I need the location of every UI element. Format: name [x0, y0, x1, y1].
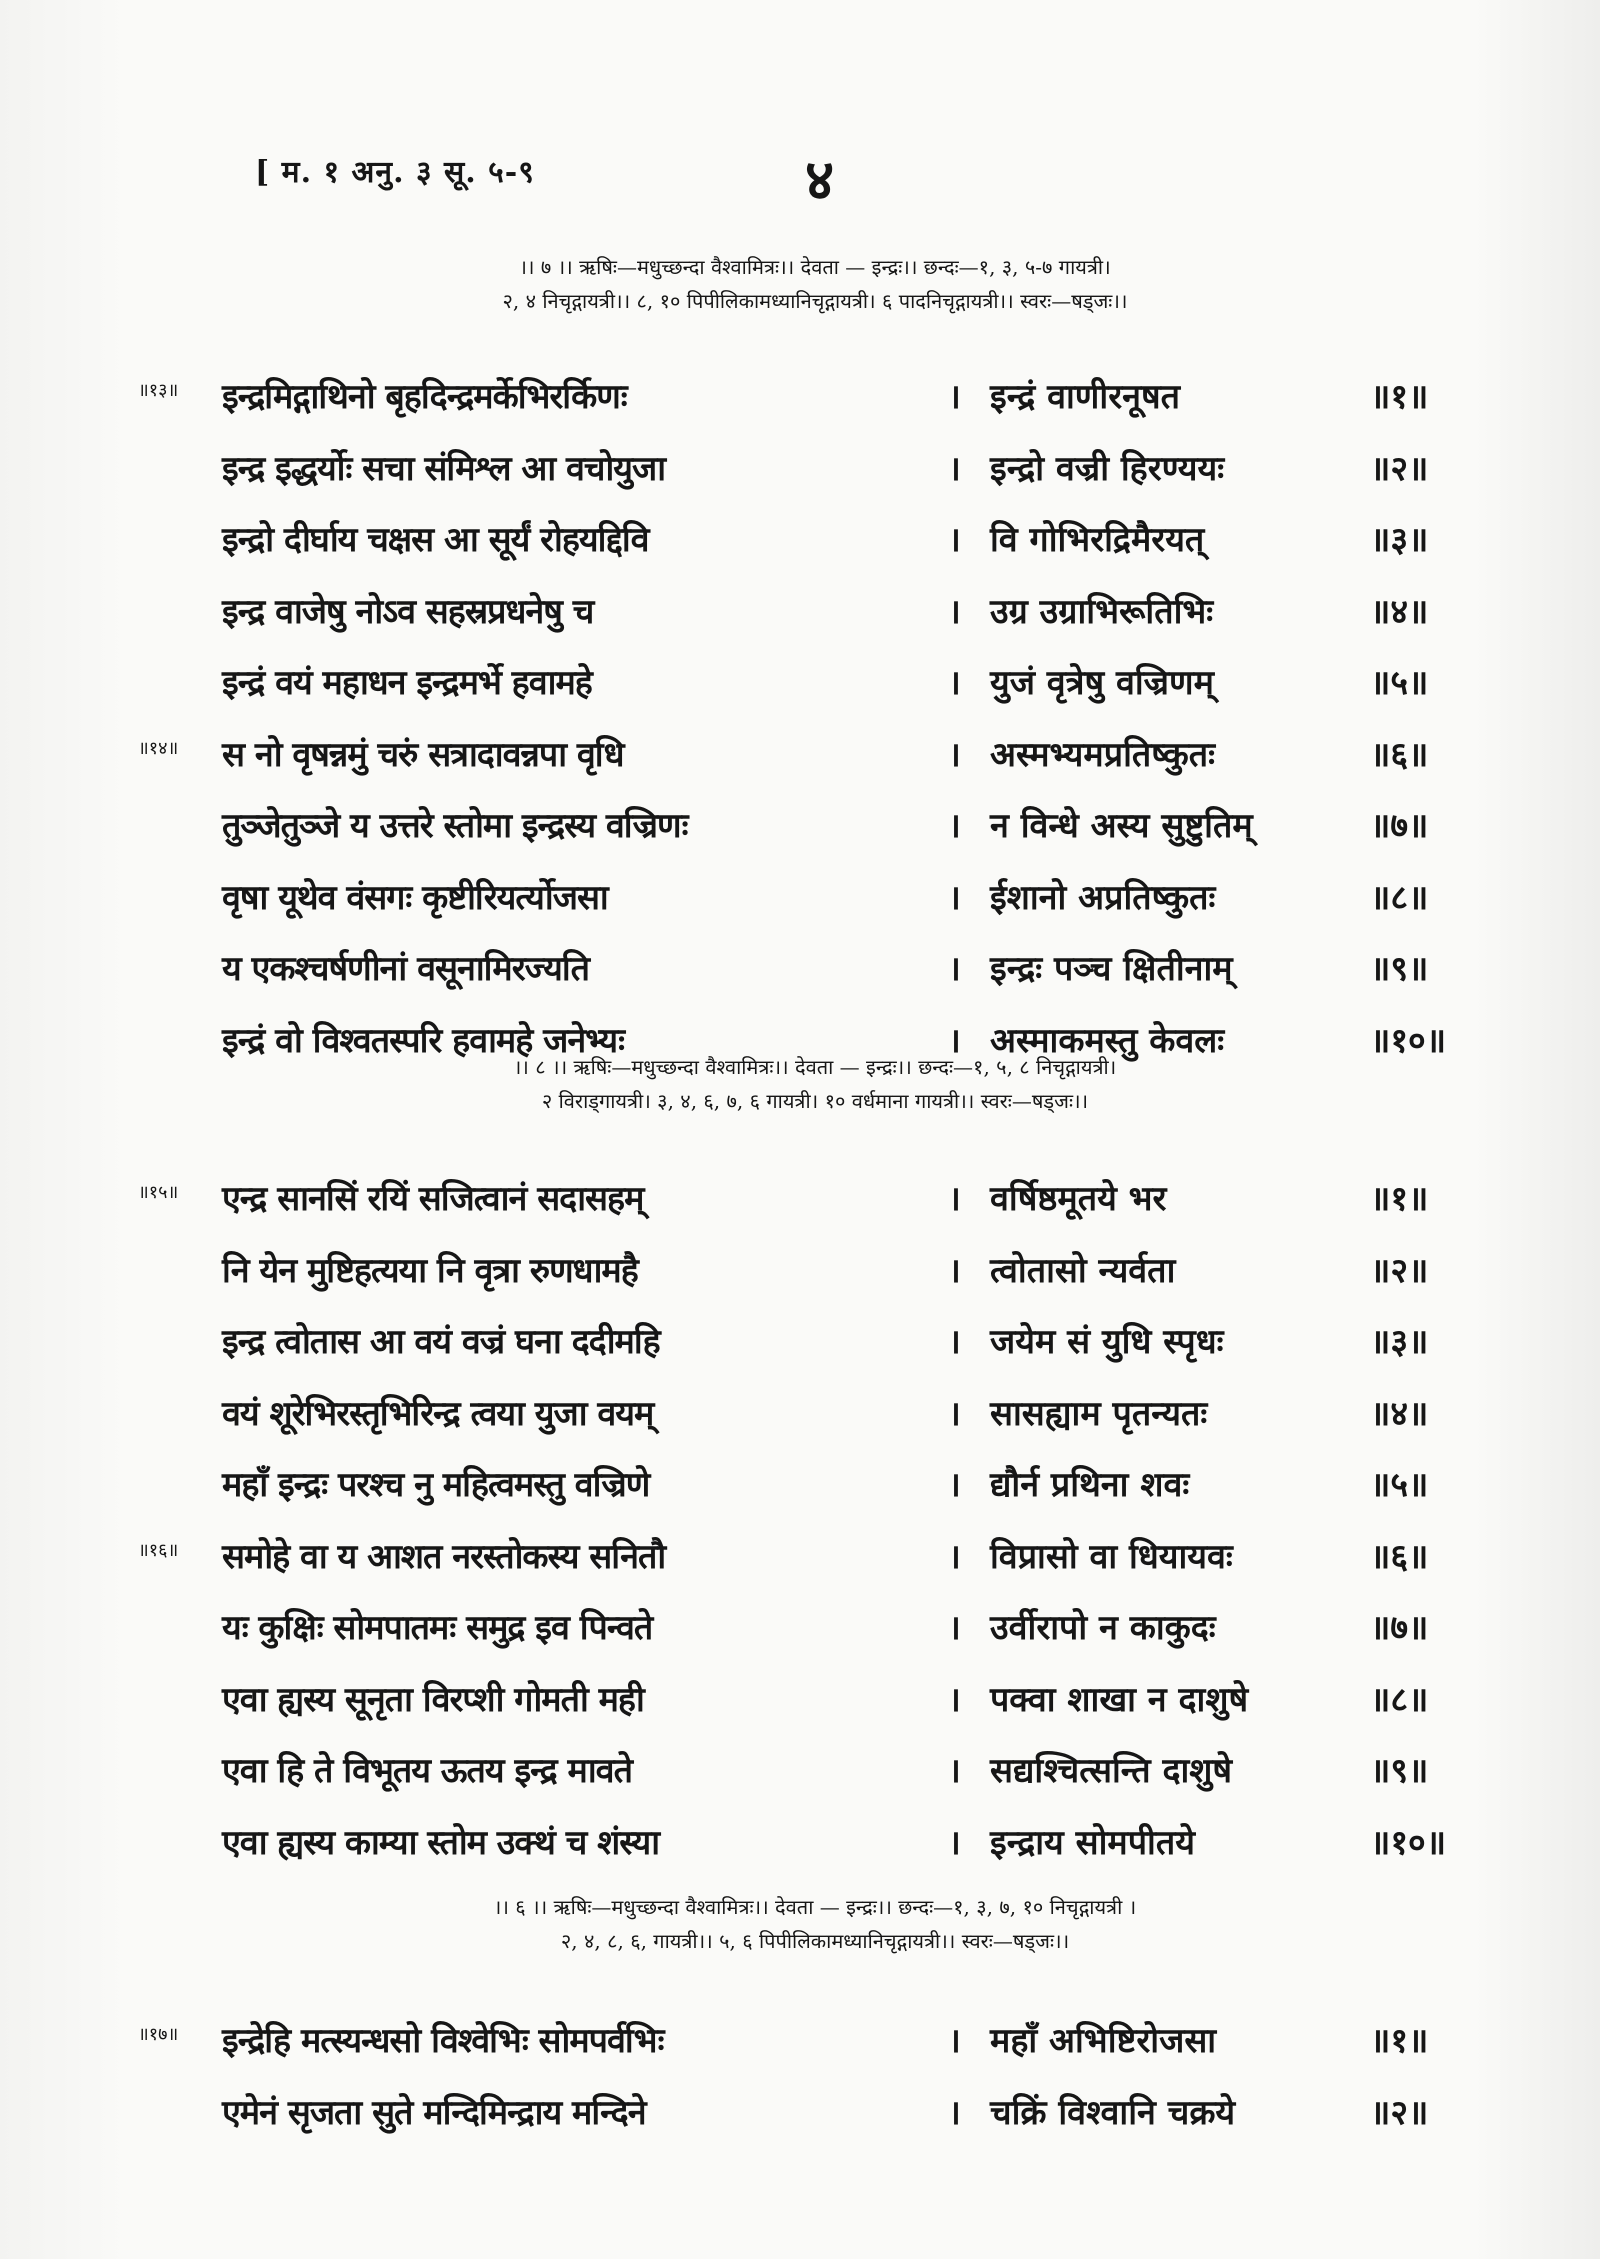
verse-second-half: इन्द्रः पञ्च क्षितीनाम्: [990, 949, 1233, 989]
verse-second-half: अस्मभ्यमप्रतिष्कुतः: [990, 734, 1215, 775]
verse-line: [0, 2084, 1600, 2142]
verse-first-half: वयं शूरेभिरस्तृभिरिन्द्र त्वया युजा वयम्: [222, 1393, 654, 1434]
verse-first-half: य एकश्चर्षणीनां वसूनामिरज्यति: [222, 949, 590, 989]
danda-separator: ।: [948, 663, 961, 703]
verse-line: [0, 1599, 1600, 1657]
verse-number: ॥५॥: [1370, 1465, 1429, 1505]
verse-line: [0, 1242, 1600, 1300]
danda-separator: ।: [948, 1608, 961, 1648]
danda-separator: ।: [948, 1322, 961, 1362]
danda-separator: ।: [948, 806, 961, 846]
verse-number: ॥८॥: [1370, 1679, 1429, 1720]
verse-number: ॥९॥: [1370, 1751, 1429, 1791]
verse-group-marker: ॥१६॥: [138, 1539, 179, 1561]
verse-line: [0, 797, 1600, 855]
verse-second-half: पक्वा शाखा न दाशुषे: [990, 1679, 1249, 1720]
verse-first-half: एन्द्र सानसिं रयिं सजित्वानं सदासहम्: [222, 1179, 644, 1219]
danda-separator: ।: [948, 1465, 961, 1505]
verse-number: ॥८॥: [1370, 877, 1429, 918]
verse-group-marker: ॥१३॥: [138, 380, 179, 401]
verse-number: ॥१॥: [1370, 1179, 1429, 1219]
verse-number: ॥७॥: [1370, 806, 1429, 846]
verse-second-half: वि गोभिरद्रिमैरयत्: [990, 520, 1205, 560]
metadata-line: ।। ८ ।। ऋषिः—मधुच्छन्दा वैश्वामित्रः।। देवता — इन्द्रः।। छन्दः—१, ५, ८ निचृद्गायत्री।: [513, 1055, 1117, 1079]
verse-number: ॥२॥: [1370, 448, 1429, 489]
verse-number: ॥५॥: [1370, 663, 1429, 703]
verse-number: ॥९॥: [1370, 949, 1429, 989]
verse-first-half: वृषा यूथेव वंसगः कृष्टीरियर्त्योजसा: [222, 877, 608, 918]
metadata-line: २, ४, ८, ६, गायत्री।। ५, ६ पिपीलिकामध्यानिचृद्गायत्री।। स्वरः—षड्जः।।: [560, 1929, 1070, 1953]
verse-line: [0, 940, 1600, 998]
verse-first-half: एवा ह्यस्य सूनृता विरप्शी गोमती मही: [222, 1679, 644, 1720]
page-number: ४: [805, 147, 835, 213]
verse-number: ॥४॥: [1370, 591, 1429, 632]
verse-line: [0, 1814, 1600, 1872]
verse-number: ॥४॥: [1370, 1393, 1429, 1434]
verse-line: [0, 1385, 1600, 1443]
sukta-metadata: [190, 250, 1440, 318]
verse-group-marker: ॥१४॥: [138, 737, 179, 759]
danda-separator: ।: [948, 1822, 961, 1863]
verse-second-half: न विन्धे अस्य सुष्टुतिम्: [990, 806, 1253, 846]
verse-number: ॥१॥: [1370, 377, 1429, 417]
verse-line: [0, 1528, 1600, 1586]
verse-line: [0, 869, 1600, 927]
verse-first-half: इन्द्रो दीर्घाय चक्षस आ सूर्यं रोहयद्दिवि: [222, 520, 649, 560]
verse-first-half: एवा हि ते विभूतय ऊतय इन्द्र मावते: [222, 1751, 632, 1791]
verse-line: [0, 1671, 1600, 1729]
metadata-line: २, ४ निचृद्गायत्री।। ८, १० पिपीलिकामध्यानिचृद्गायत्री। ६ पादनिचृद्गायत्री।। स्वरः—षड्जः।।: [502, 289, 1128, 313]
verse-second-half: इन्द्रो वज्री हिरण्ययः: [990, 448, 1225, 489]
danda-separator: ।: [948, 1393, 961, 1434]
running-head: [ म. १ अनु. ३ सू. ५-९: [255, 155, 535, 190]
verse-second-half: महाँ अभिष्टिरोजसा: [990, 2021, 1217, 2061]
metadata-line: ।। ७ ।। ऋषिः—मधुच्छन्दा वैश्वामित्रः।। देवता — इन्द्रः।। छन्दः—१, ३, ५-७ गायत्री।: [519, 255, 1111, 279]
verse-first-half: इन्द्रं वयं महाधन इन्द्रमर्भे हवामहे: [222, 663, 592, 703]
verse-first-half: इन्द्र इद्धर्योः सचा संमिश्ल आ वचोयुजा: [222, 448, 666, 489]
danda-separator: ।: [948, 1536, 961, 1577]
verse-number: ॥१॥: [1370, 2021, 1429, 2061]
verse-second-half: ईशानो अप्रतिष्कुतः: [990, 877, 1216, 918]
verse-line: [0, 440, 1600, 498]
danda-separator: ।: [948, 1679, 961, 1720]
danda-separator: ।: [948, 591, 961, 632]
verse-first-half: एमेनं सृजता सुते मन्दिमिन्द्राय मन्दिने: [222, 2092, 646, 2133]
metadata-line: ।। ६ ।। ऋषिः—मधुच्छन्दा वैश्वामित्रः।। देवता — इन्द्रः।। छन्दः—१, ३, ७, १० निचृद्गायत्री ।: [493, 1895, 1137, 1919]
danda-separator: ।: [948, 448, 961, 489]
metadata-line: २ विराड्गायत्री। ३, ४, ६, ७, ६ गायत्री। १० वर्धमाना गायत्री।। स्वरः—षड्जः।।: [541, 1089, 1089, 1113]
verse-number: ॥६॥: [1370, 734, 1429, 775]
verse-second-half: विप्रासो वा धियायवः: [990, 1536, 1233, 1577]
verse-line: [0, 654, 1600, 712]
verse-second-half: त्वोतासो न्यर्वता: [990, 1250, 1176, 1291]
verse-second-half: युजं वृत्रेषु वज्रिणम्: [990, 663, 1214, 703]
verse-second-half: उग्र उग्राभिरूतिभिः: [990, 591, 1214, 632]
verse-line: [0, 368, 1600, 426]
verse-line: [0, 583, 1600, 641]
danda-separator: ।: [948, 2092, 961, 2133]
verse-number: ॥१०॥: [1370, 1822, 1447, 1863]
verse-second-half: सद्यश्चित्सन्ति दाशुषे: [990, 1751, 1233, 1791]
verse-first-half: स नो वृषन्नमुं चरुं सत्रादावन्नपा वृधि: [222, 734, 624, 775]
verse-line: [0, 1313, 1600, 1371]
verse-second-half: सासह्याम पृतन्यतः: [990, 1393, 1208, 1434]
danda-separator: ।: [948, 1020, 961, 1061]
verse-first-half: तुञ्जेतुञ्जे य उत्तरे स्तोमा इन्द्रस्य वज्रिणः: [222, 806, 688, 846]
verse-second-half: इन्द्रं वाणीरनूषत: [990, 377, 1180, 417]
verse-number: ॥२॥: [1370, 2092, 1429, 2133]
verse-number: ॥३॥: [1370, 520, 1429, 560]
verse-line: [0, 726, 1600, 784]
verse-first-half: नि येन मुष्टिहत्यया नि वृत्रा रुणधामहै: [222, 1250, 638, 1291]
verse-first-half: इन्द्रमिद्गाथिनो बृहदिन्द्रमर्केभिरर्किणः: [222, 377, 627, 417]
verse-second-half: अस्माकमस्तु केवलः: [990, 1020, 1225, 1061]
danda-separator: ।: [948, 1250, 961, 1291]
sukta-metadata: [190, 1890, 1440, 1958]
verse-group-marker: ॥१५॥: [138, 1182, 179, 1203]
verse-number: ॥१०॥: [1370, 1020, 1447, 1061]
verse-first-half: महाँ इन्द्रः परश्च नु महित्वमस्तु वज्रिणे: [222, 1465, 650, 1505]
danda-separator: ।: [948, 734, 961, 775]
verse-first-half: समोहे वा य आशत नरस्तोकस्य सनितौ: [222, 1536, 666, 1577]
verse-line: [0, 1456, 1600, 1514]
verse-line: [0, 1170, 1600, 1228]
verse-line: [0, 1742, 1600, 1800]
danda-separator: ।: [948, 377, 961, 417]
verse-second-half: जयेम सं युधि स्पृधः: [990, 1322, 1224, 1362]
danda-separator: ।: [948, 1179, 961, 1219]
sukta-metadata: [190, 1050, 1440, 1118]
verse-first-half: इन्द्रेहि मत्स्यन्धसो विश्वेभिः सोमपर्वभिः: [222, 2021, 664, 2061]
verse-group-marker: ॥१७॥: [138, 2024, 179, 2045]
verse-number: ॥२॥: [1370, 1250, 1429, 1291]
verse-second-half: चक्रिं विश्वानि चक्रये: [990, 2092, 1236, 2133]
verse-line: [0, 2012, 1600, 2070]
verse-second-half: वर्षिष्ठमूतये भर: [990, 1179, 1167, 1219]
danda-separator: ।: [948, 520, 961, 560]
verse-second-half: द्यौर्न प्रथिना शवः: [990, 1465, 1190, 1505]
verse-first-half: इन्द्र वाजेषु नोऽव सहस्रप्रधनेषु च: [222, 591, 594, 632]
verse-first-half: यः कुक्षिः सोमपातमः समुद्र इव पिन्वते: [222, 1608, 653, 1648]
verse-number: ॥७॥: [1370, 1608, 1429, 1648]
verse-second-half: उर्वीरापो न काकुदः: [990, 1608, 1216, 1648]
danda-separator: ।: [948, 949, 961, 989]
verse-first-half: इन्द्रं वो विश्वतस्परि हवामहे जनेभ्यः: [222, 1020, 624, 1061]
verse-line: [0, 511, 1600, 569]
danda-separator: ।: [948, 2021, 961, 2061]
verse-number: ॥६॥: [1370, 1536, 1429, 1577]
danda-separator: ।: [948, 1751, 961, 1791]
verse-first-half: इन्द्र त्वोतास आ वयं वज्रं घना ददीमहि: [222, 1322, 660, 1362]
verse-second-half: इन्द्राय सोमपीतये: [990, 1822, 1195, 1863]
verse-number: ॥३॥: [1370, 1322, 1429, 1362]
danda-separator: ।: [948, 877, 961, 918]
verse-first-half: एवा ह्यस्य काम्या स्तोम उक्थं च शंस्या: [222, 1822, 660, 1863]
